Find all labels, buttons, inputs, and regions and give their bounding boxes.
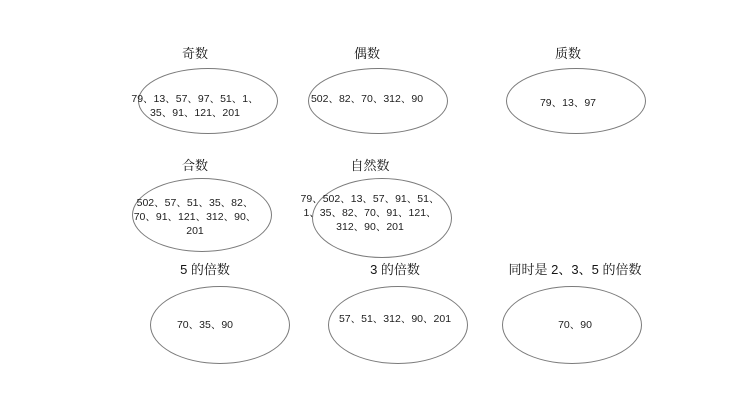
- group-numbers-natural: 79、502、13、57、91、51、1、35、82、70、91、121、312、90、201: [300, 193, 440, 233]
- group-numbers-multiples-of-2-3-5: 70、90: [558, 319, 592, 331]
- group-numbers-even: 502、82、70、312、90: [310, 93, 424, 105]
- group-title-composite: 合数: [181, 158, 208, 173]
- group-title-natural: 自然数: [350, 158, 390, 173]
- group-title-multiples-of-5: 5 的倍数: [180, 262, 230, 277]
- group-title-odd: 奇数: [181, 46, 208, 61]
- group-numbers-composite: 502、57、51、35、82、70、91、121、312、90、201: [133, 197, 257, 237]
- group-title-even: 偶数: [353, 46, 380, 61]
- group-numbers-multiples-of-5: 70、35、90: [176, 319, 234, 331]
- group-title-prime: 质数: [554, 46, 581, 61]
- group-numbers-multiples-of-3: 57、51、312、90、201: [338, 313, 452, 325]
- group-numbers-odd: 79、13、57、97、51、1、35、91、121、201: [131, 93, 259, 119]
- group-title-multiples-of-3: 3 的倍数: [370, 262, 420, 277]
- group-numbers-prime: 79、13、97: [539, 97, 597, 109]
- group-title-multiples-of-2-3-5: 同时是 2、3、5 的倍数: [508, 262, 642, 277]
